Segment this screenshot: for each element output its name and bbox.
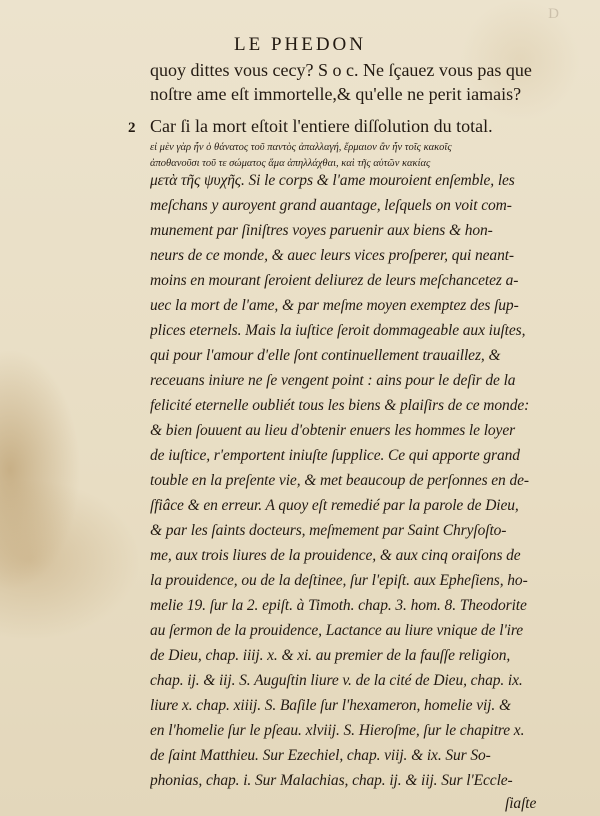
text-line: de iuſtice, r'emportent iniuſte ſupplice. Ce qui apporte grand	[150, 447, 520, 464]
text-line: chap. ij. & iij. S. Auguſtin liure v. de la cité de Dieu, chap. ix.	[150, 672, 523, 689]
text-line: quoy dittes vous cecy? S o c. Ne ſçauez vous pas que	[150, 60, 532, 80]
text-line: & bien ſouuent au lieu d'obtenir enuers les hommes le loyer	[150, 422, 516, 439]
text-line: liure x. chap. xiiij. S. Baſile ſur l'hexameron, homelie vij. &	[150, 697, 511, 714]
text-line: neurs de ce monde, & auec leurs vices proſperer, qui neant-	[150, 247, 514, 264]
bleed-through-text: D	[548, 6, 560, 22]
greek-line: εἰ μὲν γὰρ ἦν ὁ θάνατος τοῦ παντὸς ἀπαλλαγή, ἕρμαιον ἂν ἦν τοῖς κακοῖς	[150, 142, 452, 153]
text-line: touble en la preſente vie, & met beaucoup de perſonnes en de-	[150, 472, 529, 489]
margin-number: 2	[128, 120, 136, 136]
text-line: munement par ſiniſtres voyes paruenir aux biens & hon-	[150, 222, 493, 239]
text-line: uec la mort de l'ame, & par meſme moyen exemptez des ſup-	[150, 297, 519, 314]
text-line: au ſermon de la prouidence, Lactance au liure vnique de l'ire	[150, 622, 523, 639]
text-line: me, aux trois liures de la prouidence, & aux cinq oraiſons de	[150, 547, 521, 564]
text-line: felicité eternelle oubliét tous les biens & plaiſirs de ce monde:	[150, 397, 530, 414]
text-line: receuans iniure ne ſe vengent point : ains pour le deſir de la	[150, 372, 516, 389]
text-line: meſchans y auroyent grand auantage, leſquels on voit com-	[150, 197, 512, 214]
text-line: μετὰ τῆς ψυχῆς. Si le corps & l'ame mouroient enſemble, les	[150, 172, 515, 189]
text-line: phonias, chap. i. Sur Malachias, chap. ij. & iij. Sur l'Eccle-	[150, 772, 513, 789]
greek-line: ἀποθανοῦσι τοῦ τε σώματος ἅμα ἀπηλλάχθαι, καὶ τῆς αὑτῶν κακίας	[150, 158, 431, 169]
text-line: de Dieu, chap. iiij. x. & xi. au premier de la fauſſe religion,	[150, 647, 511, 664]
text-line: noſtre ame eſt immortelle,& qu'elle ne perit iamais?	[150, 84, 522, 104]
text-line: ſfiâce & en erreur. A quoy eſt remedié par la parole de Dieu,	[150, 497, 519, 514]
text-line: Car ſi la mort eſtoit l'entiere diſſolution du total.	[150, 116, 493, 136]
text-line: la prouidence, ou de la deſtinee, ſur l'epiſt. aux Epheſiens, ho-	[150, 572, 528, 589]
text-line: qui pour l'amour d'elle ſont continuellement trauaillez, &	[150, 347, 501, 364]
text-line: moins en mourant ſeroient deliurez de leurs meſchancetez a-	[150, 272, 519, 289]
text-line: en l'homelie ſur le pſeau. xlviij. S. Hieroſme, ſur le chapitre x.	[150, 722, 525, 739]
running-header: LE PHEDON	[233, 34, 367, 55]
text-line: plices eternels. Mais la iuſtice ſeroit dommageable aux iuſtes,	[150, 322, 526, 339]
text-line: de ſaint Matthieu. Sur Ezechiel, chap. viij. & ix. Sur So-	[150, 747, 491, 764]
catchword: ſiaſte	[505, 795, 537, 812]
text-line: melie 19. ſur la 2. epiſt. à Timoth. chap. 3. hom. 8. Theodorite	[150, 597, 527, 614]
text-line: & par les ſaints docteurs, meſmement par Saint Chryſoſto-	[150, 522, 507, 539]
